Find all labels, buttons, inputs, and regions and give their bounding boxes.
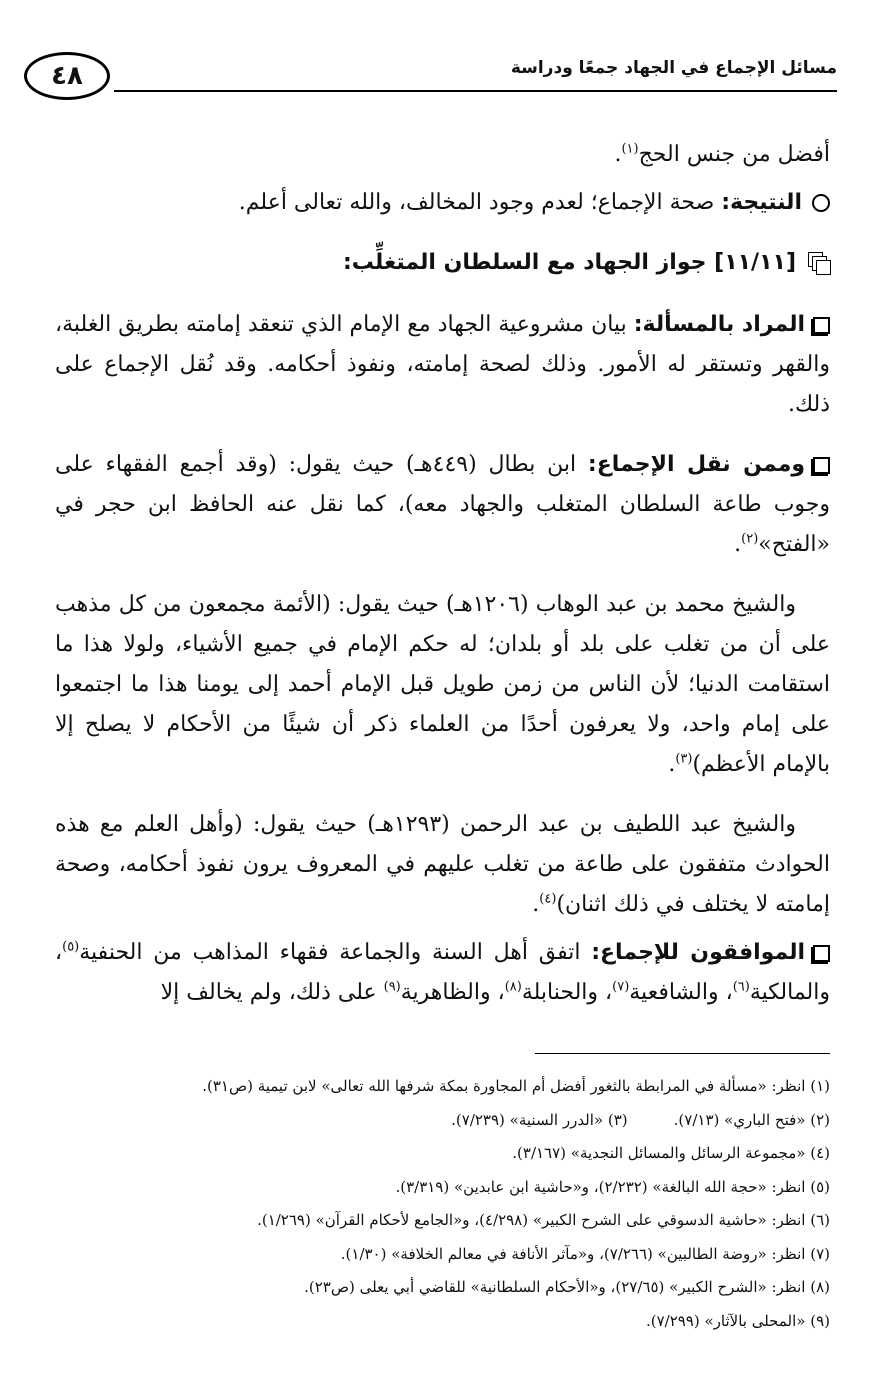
square-bullet-icon	[813, 317, 830, 334]
transmitters-label: وممن نقل الإجماع:	[587, 452, 805, 477]
footnote-7: (٧) انظر: «روضة الطالبين» (٧/٢٦٦)، و«مآثر الأنافة في معالم الخلافة» (١/٣٠).	[340, 1244, 830, 1263]
footnote-3: (٣) «الدرر السنية» (٧/٢٣٩).	[451, 1110, 628, 1129]
section-title: [١١/١١] جواز الجهاد مع السلطان المتغلِّب:	[342, 250, 796, 275]
transmitters-text: ابن بطال (٤٤٩هـ) حيث يقول: (وقد أجمع الفقهاء على وجوب طاعة السلطان المتغلب والجهاد معه)، كما نقل عنه الحافظ ابن حجر في «الفتح»	[55, 452, 830, 557]
footnote-9: (٩) «المحلى بالآثار» (٧/٢٩٩).	[645, 1311, 830, 1330]
footnote-ref[interactable]: (٦)	[732, 979, 750, 995]
footnote-4: (٤) «مجموعة الرسائل والمسائل النجدية» (٣/١٦٧).	[512, 1144, 830, 1162]
result-text: صحة الإجماع؛ لعدم وجود المخالف، والله تعالى أعلم.	[238, 190, 722, 215]
footnote-ref[interactable]: (٧)	[612, 979, 630, 995]
footnote-2: (٢) «فتح الباري» (٧/١٣).	[673, 1110, 830, 1129]
transmitters-paragraph: وممن نقل الإجماع: ابن بطال (٤٤٩هـ) حيث يقول: (وقد أجمع الفقهاء على وجوب طاعة السلطان المتغلب والجهاد معه)، كما نقل عنه الحافظ ابن حجر في «الفتح»$^{(٢)}$.	[55, 452, 830, 557]
footnote-ref[interactable]: (٨)	[504, 979, 522, 995]
footnote-1: (١) انظر: «مسألة في المرابطة بالثغور أفضل أم المجاورة بمكة شرفها الله تعالى» لابن تيمية (ص٣١).	[202, 1077, 830, 1095]
footnote-8: (٨) انظر: «الشرح الكبير» (٢٧/٦٥)، و«الأحكام السلطانية» للقاضي أبي يعلى (ص٢٣).	[304, 1278, 830, 1296]
agreeing-paragraph: الموافقون للإجماع: اتفق أهل السنة والجماعة فقهاء المذاهب من الحنفية$^{(٥)}$، والمالكية$^{(٦)}$، والشافعية$^{(٧)}$، والحنابلة$^{(٨)}$، والظاهرية$^{(٩)}$ على ذلك، ولم يخالف إلا	[55, 939, 830, 1005]
footnotes	[55, 1070, 830, 1338]
main-text	[55, 135, 830, 1033]
result-label: النتيجة:	[721, 190, 802, 215]
square-bullet-icon	[813, 945, 830, 962]
footnote-5: (٥) انظر: «حجة الله البالغة» (٢/٢٣٢)، و«حاشية ابن عابدين» (٣/٣١٩).	[395, 1177, 830, 1196]
square-bullet-icon	[813, 457, 830, 474]
sheikh-abdullatif-paragraph: والشيخ عبد اللطيف بن عبد الرحمن (١٢٩٣هـ) حيث يقول: (وأهل العلم مع هذه الحوادث متفقون على طاعة من تغلب عليهم في المعروف يرون نفوذ أحكامه، وصحة إمامته لا يختلف في ذلك اثنان)$^{(٤)}$.	[55, 812, 830, 917]
circle-bullet-icon	[812, 194, 830, 212]
section-heading	[55, 243, 830, 283]
running-title: مسائل الإجماع في الجهاد جمعًا ودراسة	[510, 58, 837, 78]
sheikh-ibn-abdulwahhab-paragraph: والشيخ محمد بن عبد الوهاب (١٢٠٦هـ) حيث يقول: (الأئمة مجمعون من كل مذهب على أن من تغلب على بلد أو بلدان؛ له حكم الإمام في جميع الأشياء، ولولا هذا ما استقامت الدنيا؛ لأن الناس من زمن طويل قبل الإمام أحمد إلى يومنا هذا ما اجتمعوا على إمام واحد، ولا يعرفون أحدًا من العلماء ذكر أن شيئًا من الأحكام لا يصلح إلا بالإمام الأعظم)$^{(٣)}$.	[55, 592, 830, 777]
result-paragraph	[55, 183, 830, 223]
page-number-badge: ٤٨	[24, 52, 110, 100]
footnote-6: (٦) انظر: «حاشية الدسوقي على الشرح الكبير» (٤/٢٩٨)، و«الجامع لأحكام القرآن» (١/٢٦٩).	[257, 1211, 830, 1229]
footnote-ref[interactable]: (٣)	[675, 751, 693, 767]
meaning-paragraph	[55, 305, 830, 425]
footnote-divider	[535, 1053, 830, 1054]
sheikh2-text: والشيخ عبد اللطيف بن عبد الرحمن (١٢٩٣هـ) حيث يقول: (وأهل العلم مع هذه الحوادث متفقون على طاعة من تغلب عليهم في المعروف يرون نفوذ أحكامه، وصحة إمامته لا يختلف في ذلك اثنان)	[55, 812, 830, 917]
footnote-2-3	[55, 1104, 830, 1138]
sheikh1-text: والشيخ محمد بن عبد الوهاب (١٢٠٦هـ) حيث يقول: (الأئمة مجمعون من كل مذهب على أن من تغلب على بلد أو بلدان؛ له حكم الإمام في جميع الأشياء، ولولا هذا ما استقامت الدنيا؛ لأن الناس من زمن طويل قبل الإمام أحمد إلى يومنا هذا ما اجتمعوا على إمام واحد، ولا يعرفون أحدًا من العلماء ذكر أن شيئًا من الأحكام لا يصلح إلا بالإمام الأعظم)	[55, 592, 830, 777]
meaning-label: المراد بالمسألة:	[633, 312, 805, 337]
agreeing-label: الموافقون للإجماع:	[591, 940, 806, 965]
footnote-ref[interactable]: (٢)	[741, 531, 759, 547]
page-header	[24, 52, 837, 102]
paragraph-continuation: أفضل من جنس الحج$^{(١)}$.	[614, 141, 830, 167]
header-rule	[114, 90, 837, 92]
footnote-ref[interactable]: (١)	[621, 141, 639, 157]
meaning-text: بيان مشروعية الجهاد مع الإمام الذي تنعقد إمامته بطريق الغلبة، والقهر وتستقر له الأمور. وذلك لصحة إمامته، ونفوذ أحكامه. وقد نُقل الإجماع على ذلك.	[55, 312, 830, 417]
stacked-pages-icon	[808, 252, 830, 274]
footnote-ref[interactable]: (٥)	[62, 939, 80, 955]
footnote-ref[interactable]: (٩)	[383, 979, 401, 995]
footnote-ref[interactable]: (٤)	[539, 891, 557, 907]
